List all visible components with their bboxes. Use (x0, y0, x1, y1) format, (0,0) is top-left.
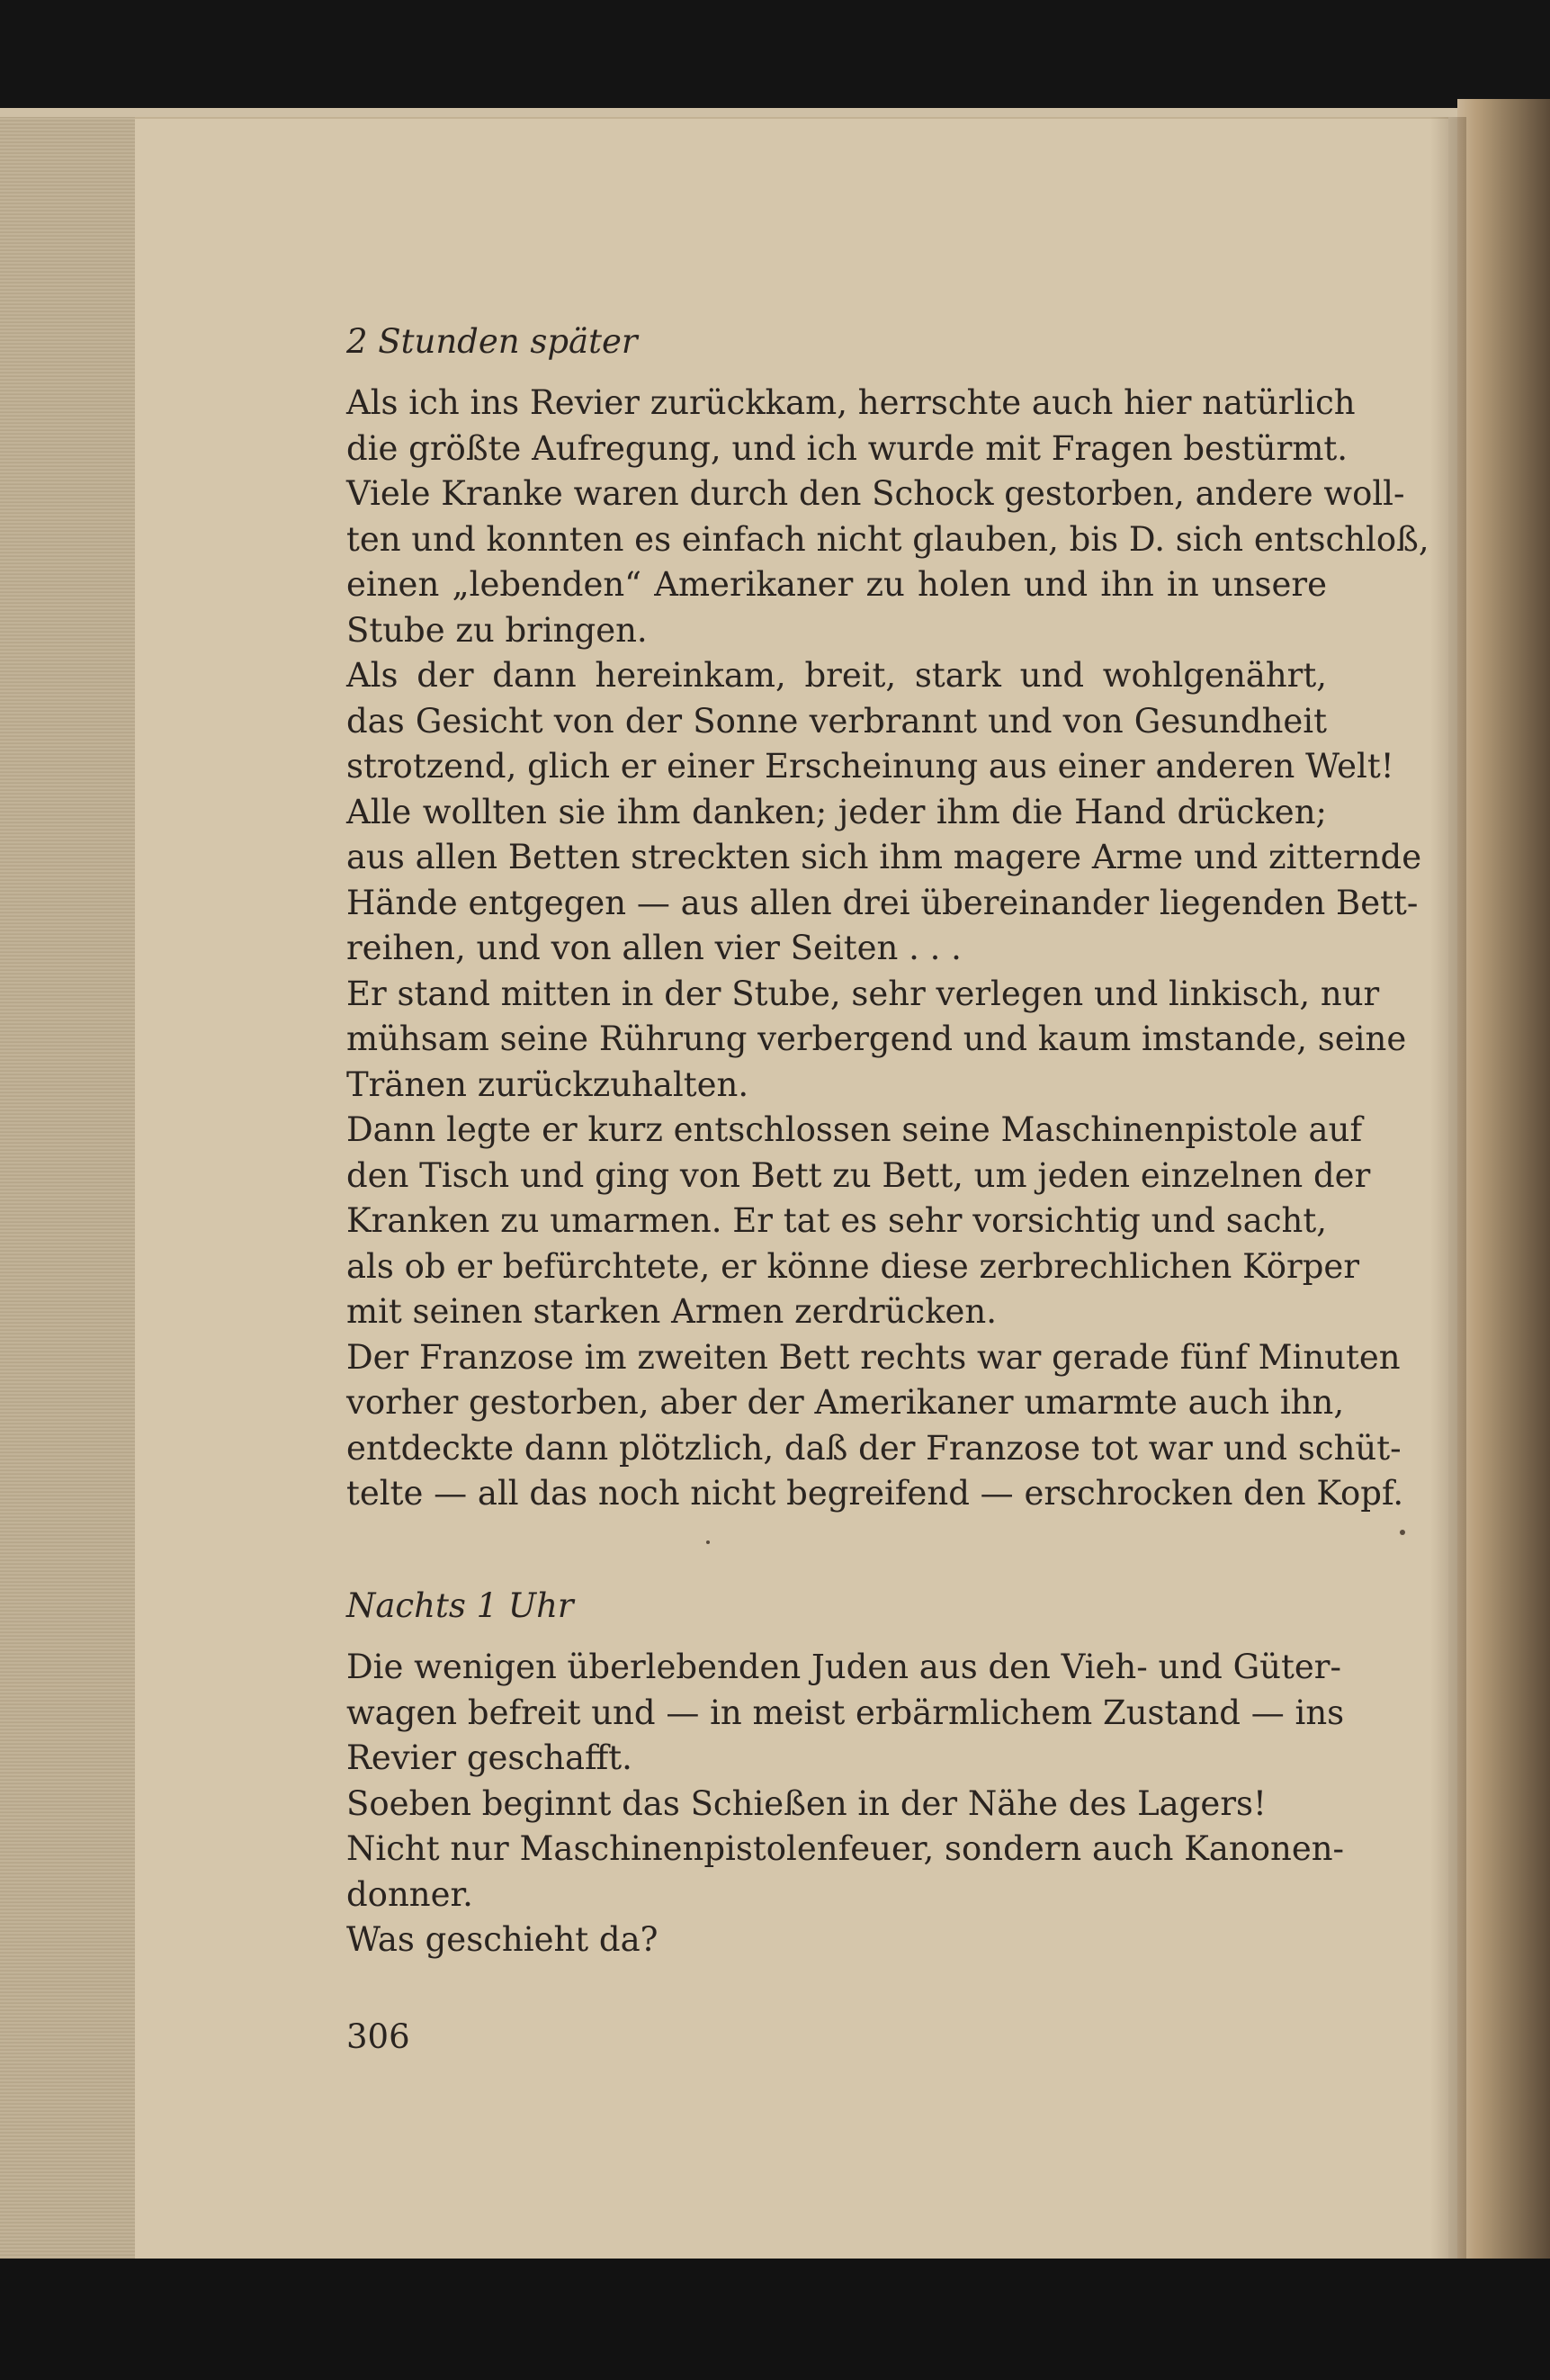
section-2 (346, 1584, 1345, 1963)
text-line: donner. (346, 1874, 473, 1914)
text-line: das Gesicht von der Sonne verbrannt und von Gesundheit (346, 701, 1327, 741)
text-line: telte — all das noch nicht begreifend — erschrocken den Kopf. (346, 1474, 1404, 1513)
book-cover-edge (1457, 99, 1550, 2286)
section-heading: 2 Stunden später (346, 322, 638, 361)
text-line: Soeben beginnt das Schießen in der Nähe des Lagers! (346, 1783, 1267, 1823)
text-line: einen „lebenden“ Amerikaner zu holen und ihn in unsere (346, 565, 1327, 604)
spine-shadow (1430, 117, 1466, 2277)
scan-background-bottom (0, 2259, 1550, 2380)
section-heading: Nachts 1 Uhr (346, 1586, 574, 1625)
text-line: aus allen Betten streckten sich ihm magere Arme und zitternde (346, 838, 1422, 876)
text-line: Er stand mitten in der Stube, sehr verlegen und linkisch, nur (346, 974, 1380, 1013)
text-line: Was geschieht da? (346, 1920, 659, 1959)
text-line: ten und konnten es einfach nicht glauben, bis D. sich entschloß, (346, 519, 1429, 559)
page-number: 306 (346, 2017, 410, 2056)
text-line: Revier geschafft. (346, 1738, 632, 1777)
text-line: mühsam seine Rührung verbergend und kaum imstande, seine (346, 1019, 1407, 1058)
text-line: wagen befreit und — in meist erbärmlichem Zustand — ins (346, 1693, 1345, 1732)
paper-speck (1400, 1530, 1405, 1535)
text-line: Kranken zu umarmen. Er tat es sehr vorsichtig und sacht, (346, 1201, 1327, 1240)
section-1 (346, 319, 1429, 1517)
text-line: strotzend, glich er einer Erscheinung aus einer anderen Welt! (346, 747, 1394, 786)
text-line: die größte Aufregung, und ich wurde mit Fragen bestürmt. (346, 428, 1348, 468)
paper-speck (706, 1540, 710, 1544)
text-line: Hände entgegen — aus allen drei übereinander liegenden Bett- (346, 883, 1419, 922)
text-line: mit seinen starken Armen zerdrücken. (346, 1292, 997, 1331)
text-line: Tränen zurückzuhalten. (346, 1064, 749, 1104)
scan-background-top (0, 0, 1550, 126)
text-line: vorher gestorben, aber der Amerikaner umarmte auch ihn, (346, 1383, 1345, 1422)
text-line: Die wenigen überlebenden Juden aus den Vieh- und Güter- (346, 1648, 1341, 1686)
page-edges (0, 117, 137, 2277)
text-line: reihen, und von allen vier Seiten . . . (346, 929, 962, 967)
text-line: Nicht nur Maschinenpistolenfeuer, sondern auch Kanonen- (346, 1829, 1345, 1868)
text-line: entdeckte dann plötzlich, daß der Franzose tot war und schüt- (346, 1428, 1402, 1468)
text-line: den Tisch und ging von Bett zu Bett, um jeden einzelnen der (346, 1155, 1371, 1195)
text-line: Viele Kranke waren durch den Schock gestorben, andere woll- (346, 474, 1405, 513)
text-line: Der Franzose im zweiten Bett rechts war gerade fünf Minuten (346, 1337, 1401, 1377)
text-line: Als ich ins Revier zurückkam, herrschte auch hier natürlich (346, 383, 1356, 422)
text-line: als ob er befürchtete, er könne diese zerbrechlichen Körper (346, 1246, 1360, 1286)
text-line: Stube zu bringen. (346, 610, 648, 650)
text-line: Als der dann hereinkam, breit, stark und wohlgenährt, (346, 656, 1327, 695)
text-line: Dann legte er kurz entschlossen seine Maschinenpistole auf (346, 1110, 1363, 1149)
text-line: Alle wollten sie ihm danken; jeder ihm die Hand drücken; (346, 792, 1327, 831)
